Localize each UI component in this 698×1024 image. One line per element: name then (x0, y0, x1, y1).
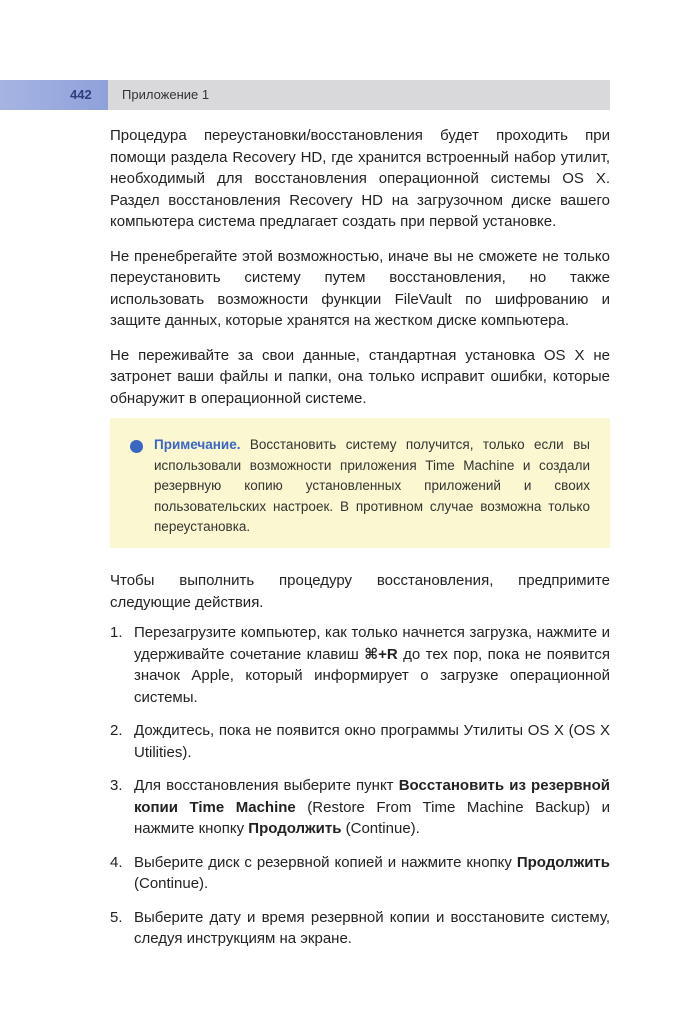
step-text: (Continue). (341, 820, 420, 837)
list-item (110, 775, 610, 840)
note-body: Восстановить систему получится, только если вы использовали возможности приложения Time Machine и создали резервную копию установленных приложений и своих пользовательских настроек. В противном случае возможна только переустановка. (154, 437, 590, 534)
step-bold: ⌘+R (364, 645, 398, 663)
note-label: Примечание. (154, 437, 241, 452)
note-box (110, 418, 610, 548)
page-number: 442 (70, 87, 92, 102)
steps-intro: Чтобы выполнить процедуру восстановления, предпримите следующие действия. (110, 572, 610, 611)
list-item (110, 622, 610, 708)
step-text: Дождитесь, пока не появится окно программы Утилиты OS X (OS X Utilities). (134, 722, 610, 761)
note-text (154, 435, 590, 538)
step-text: Выберите дату и время резервной копии и восстановите систему, следуя инструкциям на экране. (134, 908, 610, 947)
paragraph: Не переживайте за свои данные, стандартная установка OS X не затронет ваши файлы и папки, она только исправит ошибки, которые обнаружит в операционной системе. (110, 346, 610, 407)
paragraph: Процедура переустановки/восстановления будет проходить при помощи раздела Recovery HD, где хранится встроенный набор утилит, необходимый для восстановления операционной системы OS X. Раздел восстановления Recovery HD на загрузочном диске вашего компьютера система предлагает создать при первой установке. (110, 127, 610, 230)
step-number: 5. (110, 908, 123, 926)
steps-list (110, 622, 610, 962)
step-text: Перезагрузите компьютер, как только начнется загрузка, нажмите и удерживайте сочетание клавиш (134, 624, 610, 663)
list-item (110, 720, 610, 763)
step-text: (Continue). (134, 875, 209, 892)
step-bold: Продолжить (248, 820, 342, 837)
step-text: до тех пор, пока не появится значок Apple, который информирует о загрузке операционной системы. (134, 645, 610, 706)
list-item (110, 852, 610, 895)
step-number: 3. (110, 777, 123, 794)
paragraph: Не пренебрегайте этой возможностью, иначе вы не сможете не только переустановить систему путем восстановления, но также использовать возможности функции FileVault по шифрованию и защите данных, которые хранятся на жестком диске компьютера. (110, 247, 610, 329)
step-text: Для восстановления выберите пункт (134, 777, 399, 794)
page-number-box (0, 80, 108, 110)
step-number: 2. (110, 722, 123, 739)
step-number: 1. (110, 624, 123, 641)
note-bullet-icon (130, 440, 143, 453)
step-bold: Продолжить (516, 853, 610, 871)
step-text: (Restore From Time Machine Backup) и нажмите кнопку (134, 798, 610, 837)
step-text: Выберите диск с резервной копией и нажмите кнопку (134, 853, 517, 871)
list-item (110, 907, 610, 950)
body-text (110, 125, 610, 422)
step-bold: Восстановить из резервной копии Time Machine (134, 777, 610, 816)
running-title: Приложение 1 (122, 87, 210, 102)
step-number: 4. (110, 853, 123, 871)
